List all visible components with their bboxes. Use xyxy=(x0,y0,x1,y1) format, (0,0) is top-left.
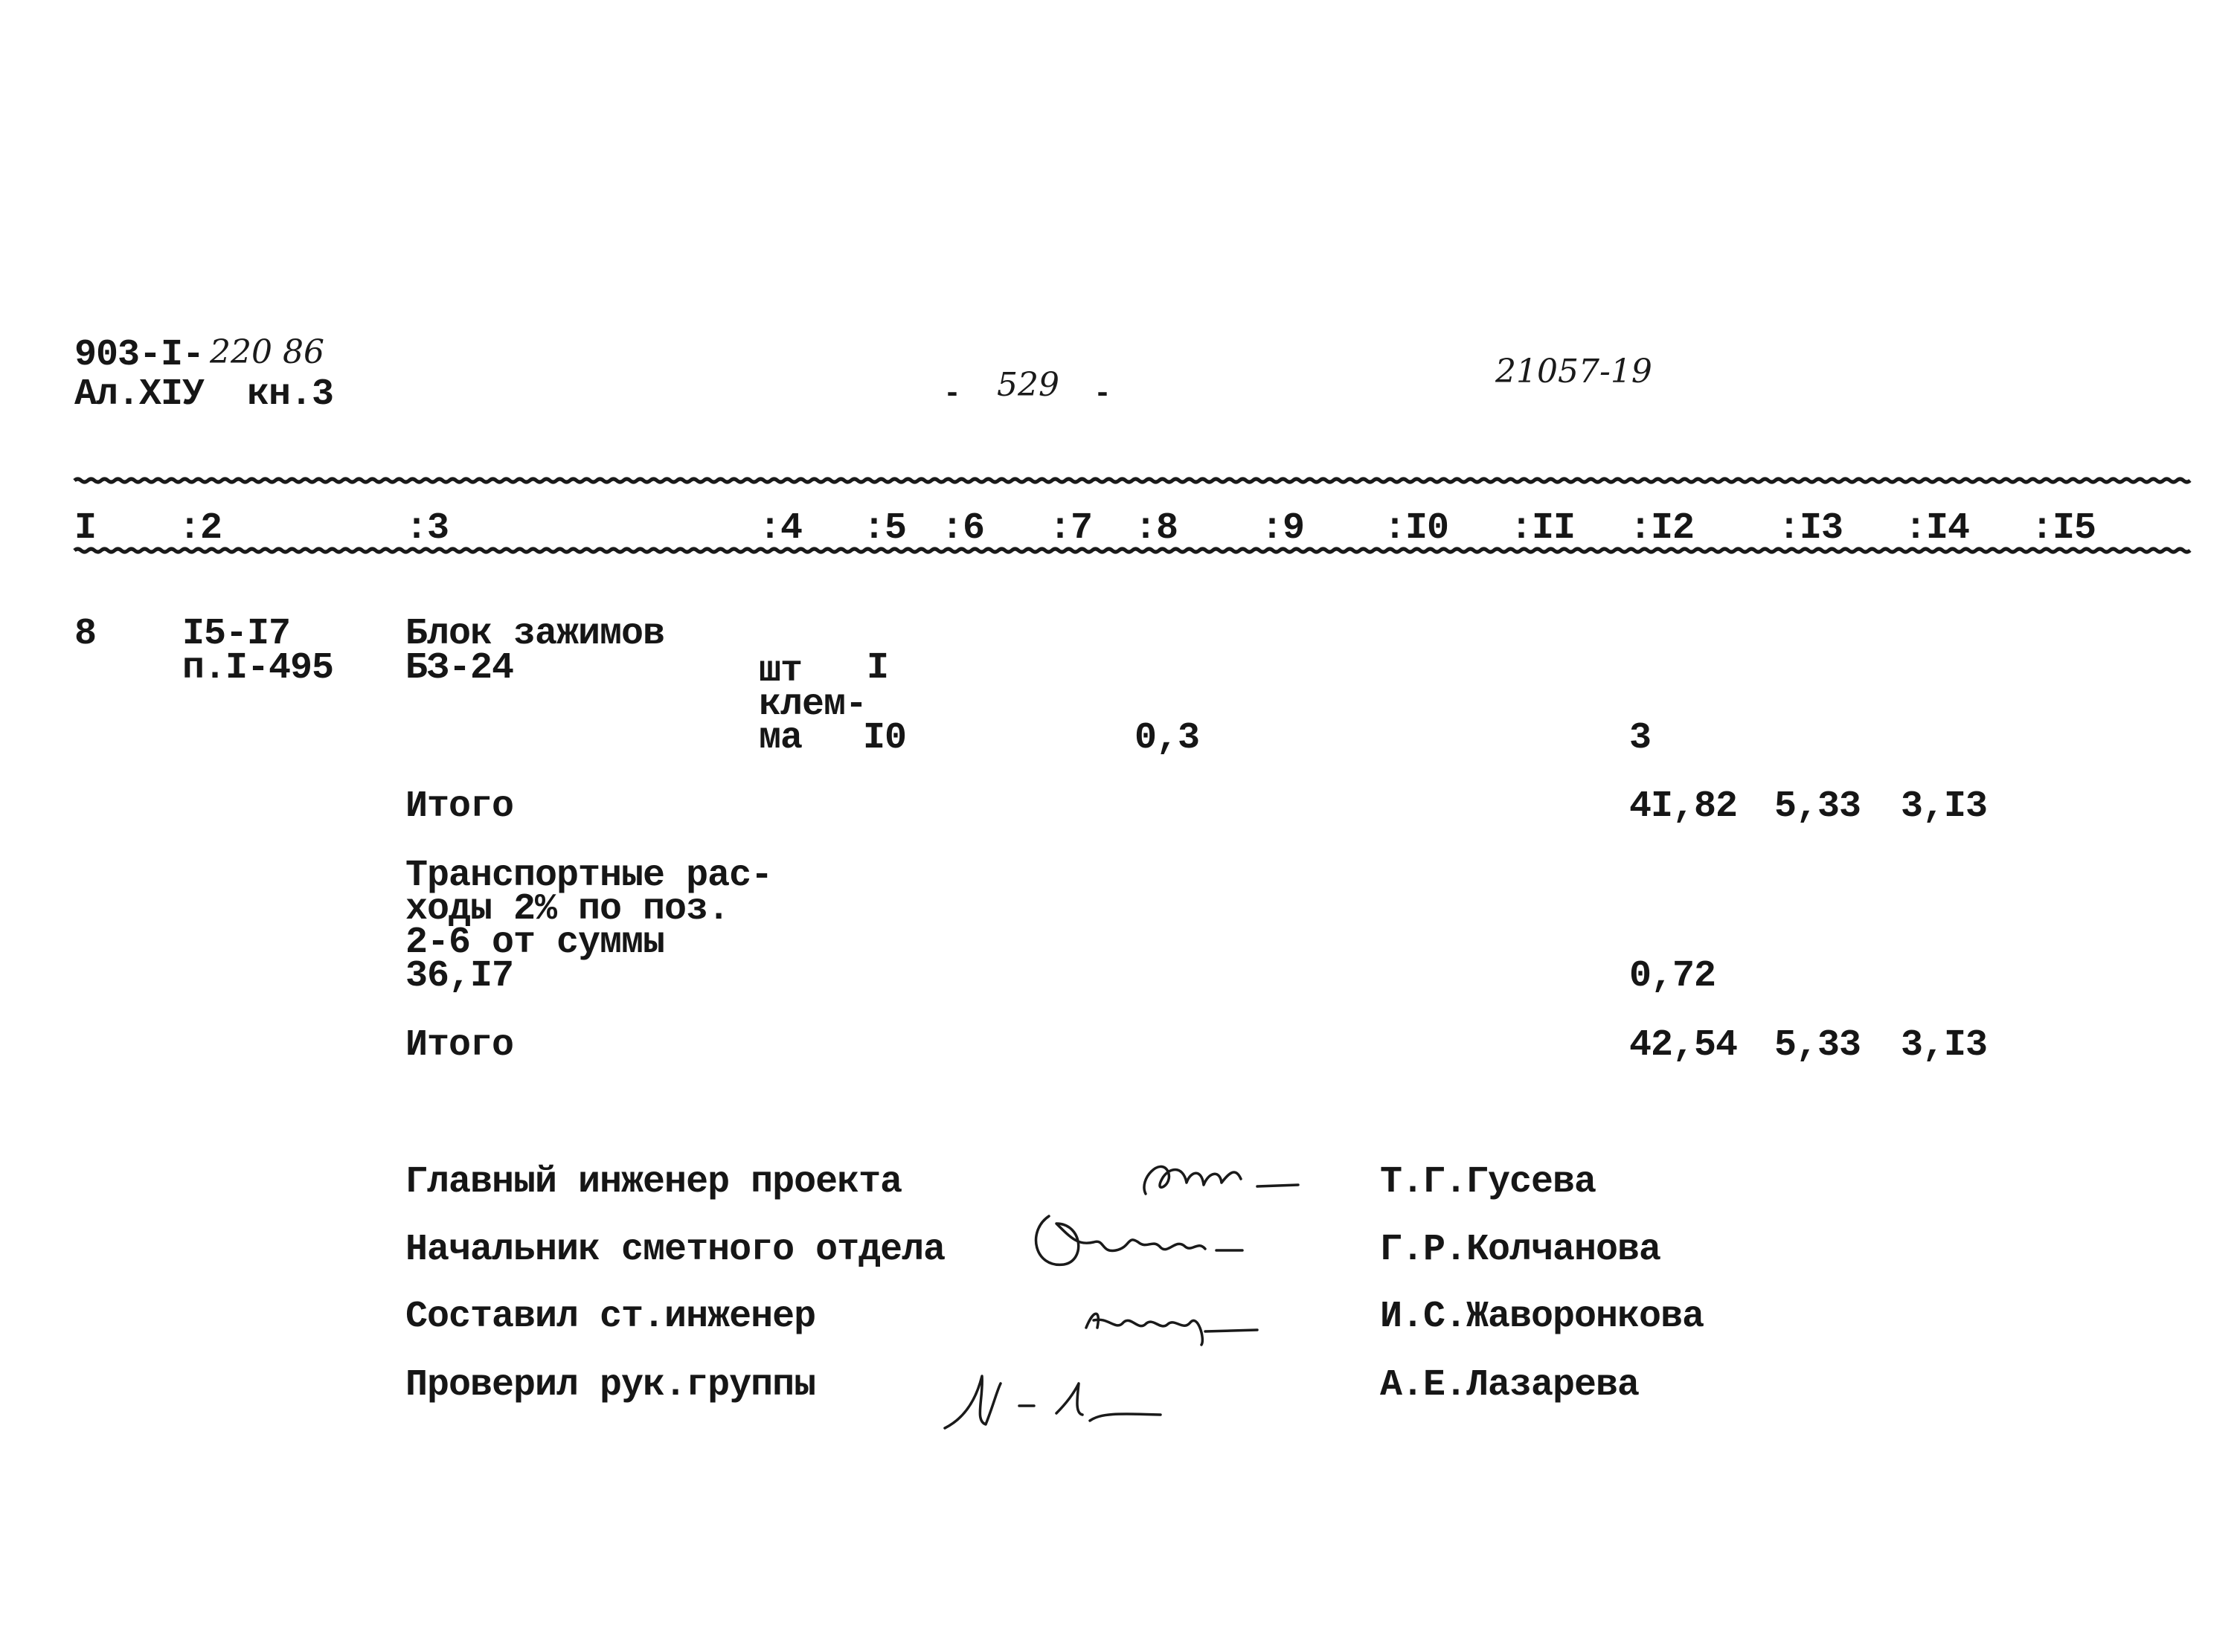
column-number-12: :I2 xyxy=(1629,507,1695,550)
column-number-9: :9 xyxy=(1261,507,1305,550)
entry-qty1: I xyxy=(867,647,889,690)
column-number-8: :8 xyxy=(1134,507,1178,550)
column-number-5: :5 xyxy=(863,507,907,550)
signature-chief-engineer-scribble xyxy=(1116,1149,1309,1209)
entry-unit2-line2: ма xyxy=(759,717,803,759)
document-code-printed: 903-I- xyxy=(74,334,205,376)
entry-number: 8 xyxy=(74,613,97,655)
transport-line3: 2-6 от суммы xyxy=(405,922,665,964)
register-number: 21057-19 xyxy=(1495,353,1652,390)
column-number-11: :II xyxy=(1510,507,1576,550)
subtotal-col12: 4I,82 xyxy=(1629,785,1738,828)
total-col13: 5,33 xyxy=(1774,1024,1861,1067)
entry-qty2: I0 xyxy=(863,717,907,759)
transport-col12: 0,72 xyxy=(1629,955,1716,997)
column-number-3: :3 xyxy=(405,507,449,550)
transport-line4: 36,I7 xyxy=(405,955,514,997)
document-code xyxy=(74,334,205,376)
entry-unit2-line1: клем- xyxy=(759,684,867,726)
entry-name-line1: Блок зажимов xyxy=(405,613,665,655)
signature-role-chief-engineer: Главный инженер проекта xyxy=(405,1161,902,1203)
entry-price: 0,3 xyxy=(1134,717,1200,759)
entry-reference-line2: п.I-495 xyxy=(182,647,334,690)
entry-cost: 3 xyxy=(1629,717,1652,759)
signature-name-chief-engineer: Т.Г.Гусева xyxy=(1380,1161,1596,1203)
column-number-4: :4 xyxy=(759,507,803,550)
subtotal-col13: 5,33 xyxy=(1774,785,1861,828)
signature-role-estimating-head: Начальник сметного отдела xyxy=(405,1229,946,1271)
total-label: Итого xyxy=(405,1024,514,1067)
column-number-6: :6 xyxy=(941,507,985,550)
transport-line2: ходы 2% по поз. xyxy=(405,888,730,931)
page-number-dash-left: - xyxy=(943,378,961,411)
entry-name-line2: БЗ-24 xyxy=(405,647,514,690)
album-reference: Ал.XIУ кн.3 xyxy=(74,373,334,416)
page-number-dash-right: - xyxy=(1094,378,1111,411)
document-code-handwritten: 220 86 xyxy=(210,333,324,371)
signature-role-checker: Проверил рук.группы xyxy=(405,1364,816,1407)
page-number: 529 xyxy=(997,366,1059,404)
subtotal-col14: 3,I3 xyxy=(1901,785,1988,828)
column-number-7: :7 xyxy=(1049,507,1093,550)
subtotal-label: Итого xyxy=(405,785,514,828)
column-header-wavy-rule xyxy=(74,543,2180,558)
column-number-15: :I5 xyxy=(2031,507,2096,550)
signature-role-compiler: Составил ст.инженер xyxy=(405,1296,816,1338)
signature-name-compiler: И.С.Жаворонкова xyxy=(1380,1296,1704,1338)
signature-estimating-head-scribble xyxy=(1019,1201,1257,1283)
column-number-14: :I4 xyxy=(1904,507,1970,550)
total-col14: 3,I3 xyxy=(1901,1024,1988,1067)
top-wavy-rule xyxy=(74,473,2180,488)
column-number-10: :I0 xyxy=(1384,507,1449,550)
signature-compiler-scribble xyxy=(1071,1287,1280,1354)
entry-reference-line1: I5-I7 xyxy=(182,613,291,655)
signature-name-checker: А.Е.Лазарева xyxy=(1380,1364,1640,1407)
entry-unit1: шт xyxy=(759,650,803,692)
signature-name-estimating-head: Г.Р.Колчанова xyxy=(1380,1229,1661,1271)
signature-checker-scribble xyxy=(930,1361,1175,1443)
column-number-2: :2 xyxy=(179,507,222,550)
transport-line1: Транспортные рас- xyxy=(405,855,773,897)
total-col12: 42,54 xyxy=(1629,1024,1738,1067)
column-number-13: :I3 xyxy=(1778,507,1843,550)
column-number-1: I xyxy=(74,507,97,550)
